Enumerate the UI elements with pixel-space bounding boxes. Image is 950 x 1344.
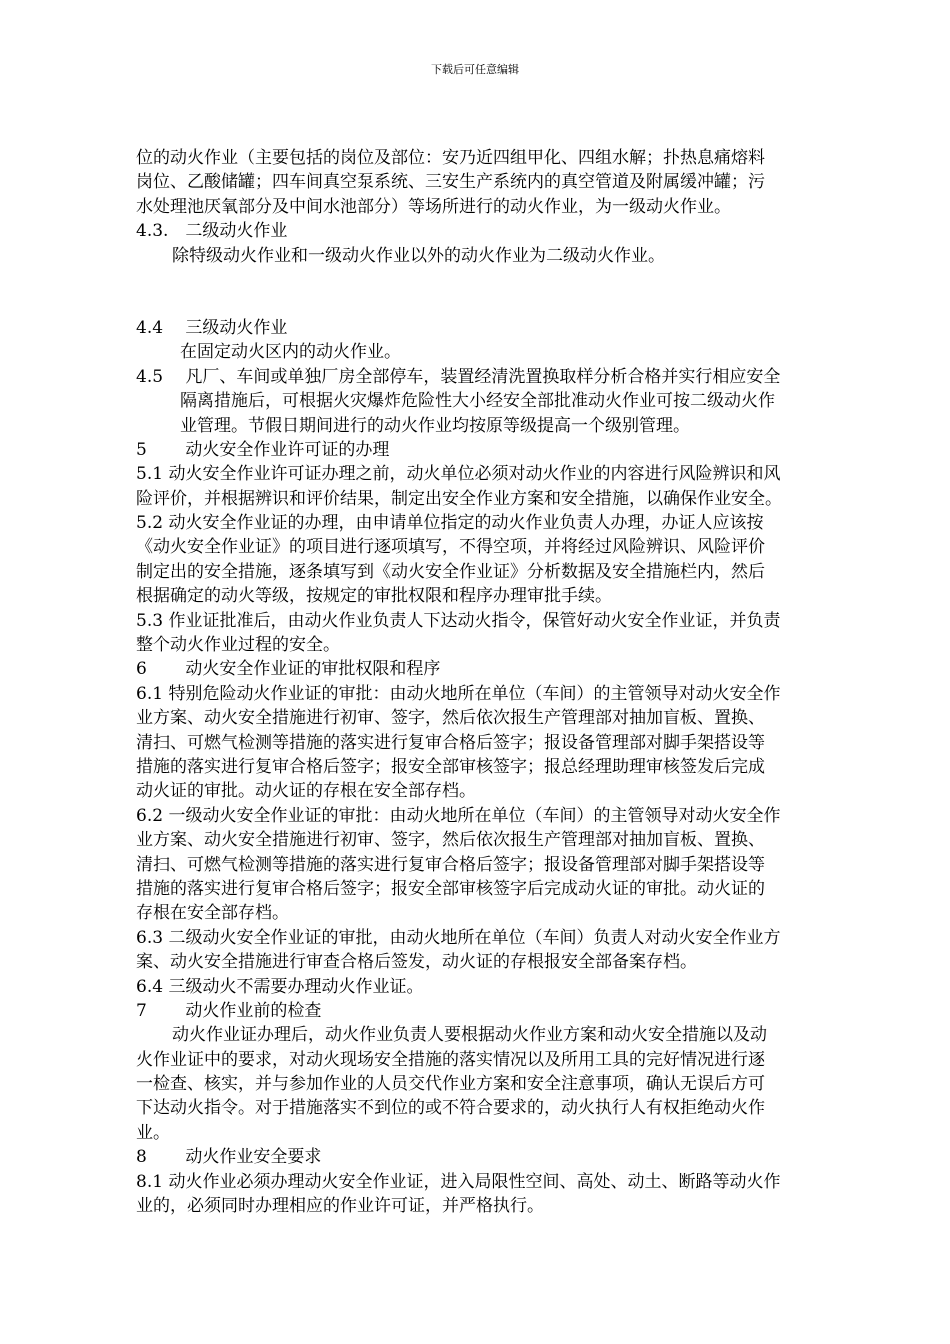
section-title: 三级动火作业 [185,317,288,338]
paragraph-line: 在固定动火区内的动火作业。 [180,342,401,363]
paragraph-line: 岗位、乙酸储罐；四车间真空泵系统、三安生产系统内的真空管道及附属缓冲罐；污 [136,172,765,193]
header-note: 下载后可任意编辑 [431,63,519,76]
section-heading-8 [136,1145,856,1169]
section-heading-4-3 [136,219,856,243]
paragraph-line: 业。 [136,1122,170,1143]
paragraph-line: 清扫、可燃气检测等措施的落实进行复审合格后签字；报设备管理部对脚手架搭设等 [136,854,765,875]
section-title: 动火作业前的检查 [185,1000,322,1021]
section-heading-7 [136,999,856,1023]
blank-gap [136,268,856,316]
section-heading-6 [136,657,856,681]
section-heading-5 [136,438,856,462]
paragraph-line: 措施的落实进行复审合格后签字；报安全部审核签字后完成动火证的审批。动火证的 [136,878,765,899]
paragraph-line: 存根在安全部存档。 [136,903,289,924]
section-title: 二级动火作业 [185,221,288,242]
paragraph-line: 整个动火作业过程的安全。 [136,635,340,656]
paragraph-line: 根据确定的动火等级，按规定的审批权限和程序办理审批手续。 [136,586,612,607]
paragraph-line: 隔离措施后，可根据火灾爆炸危险性大小经安全部批准动火作业可按二级动火作 [180,391,775,412]
paragraph-line: 措施的落实进行复审合格后签字；报安全部审核签字；报总经理助理审核签发后完成 [136,756,765,777]
paragraph-line: 业方案、动火安全措施进行初审、签字，然后依次报生产管理部对抽加盲板、置换、 [136,830,765,851]
paragraph-text: 凡厂、车间或单独厂房全部停车，装置经清洗置换取样分析合格并实行相应安全 [185,366,781,387]
section-title: 动火安全作业许可证的办理 [185,439,390,460]
section-title: 动火安全作业证的审批权限和程序 [185,659,441,680]
paragraph-line: 案、动火安全措施进行审查合格后签发，动火证的存根报安全部备案存档。 [136,952,697,973]
section-4-5-line [136,365,856,389]
paragraph-line: 5.3 作业证批准后，由动火作业负责人下达动火指令，保管好动火安全作业证，并负责 [136,610,781,631]
section-number: 6 [136,659,147,680]
paragraph-line: 6.4 三级动火不需要办理动火作业证。 [136,976,424,997]
paragraph-line: 业的，必须同时办理相应的作业许可证，并严格执行。 [136,1196,544,1217]
paragraph-line: 下达动火指令。对于措施落实不到位的或不符合要求的，动火执行人有权拒绝动火作 [136,1098,765,1119]
section-number: 7 [136,1000,147,1021]
paragraph-line: 制定出的安全措施，逐条填写到《动火安全作业证》分析数据及安全措施栏内，然后 [136,561,765,582]
paragraph-line: 一检查、核实，并与参加作业的人员交代作业方案和安全注意事项，确认无误后方可 [136,1074,765,1095]
paragraph-line: 5.1 动火安全作业许可证办理之前，动火单位必须对动火作业的内容进行风险辨识和风 [136,464,781,485]
paragraph-line: 6.2 一级动火安全作业证的审批：由动火地所在单位（车间）的主管领导对动火安全作 [136,805,781,826]
section-number: 4.5 [136,366,164,387]
section-number: 4.4 [136,317,164,338]
paragraph-line: 险评价，并根据辨识和评价结果，制定出安全作业方案和安全措施，以确保作业安全。 [136,488,782,509]
section-number: 5 [136,439,147,460]
paragraph-line: 水处理池厌氧部分及中间水池部分）等场所进行的动火作业，为一级动火作业。 [136,196,731,217]
paragraph-line: 5.2 动火安全作业证的办理，由申请单位指定的动火作业负责人办理，办证人应该按 [136,513,764,534]
document-body [136,146,856,1218]
paragraph-line: 8.1 动火作业必须办理动火安全作业证，进入局限性空间、高处、动土、断路等动火作 [136,1171,781,1192]
paragraph-line: 6.3 二级动火安全作业证的审批，由动火地所在单位（车间）负责人对动火安全作业方 [136,927,781,948]
paragraph-line: 除特级动火作业和一级动火作业以外的动火作业为二级动火作业。 [172,245,665,266]
paragraph-line: 清扫、可燃气检测等措施的落实进行复审合格后签字；报设备管理部对脚手架搭设等 [136,732,765,753]
section-heading-4-4 [136,316,856,340]
section-number: 8 [136,1147,147,1168]
paragraph-line: 业管理。节假日期间进行的动火作业均按原等级提高一个级别管理。 [180,415,690,436]
paragraph-line: 位的动火作业（主要包括的岗位及部位：安乃近四组甲化、四组水解；扑热息痛熔料 [136,148,765,168]
paragraph-line: 《动火安全作业证》的项目进行逐项填写，不得空项，并将经过风险辨识、风险评价 [136,537,765,558]
paragraph-line: 火作业证中的要求，对动火现场安全措施的落实情况以及所用工具的完好情况进行逐 [136,1049,765,1070]
paragraph-line: 6.1 特别危险动火作业证的审批：由动火地所在单位（车间）的主管领导对动火安全作 [136,683,781,704]
section-number: 4.3. [136,221,169,242]
paragraph-line: 业方案、动火安全措施进行初审、签字，然后依次报生产管理部对抽加盲板、置换、 [136,708,765,729]
paragraph-line: 动火作业证办理后，动火作业负责人要根据动火作业方案和动火安全措施以及动 [172,1025,767,1046]
paragraph-line: 动火证的审批。动火证的存根在安全部存档。 [136,781,476,802]
section-title: 动火作业安全要求 [185,1147,322,1168]
